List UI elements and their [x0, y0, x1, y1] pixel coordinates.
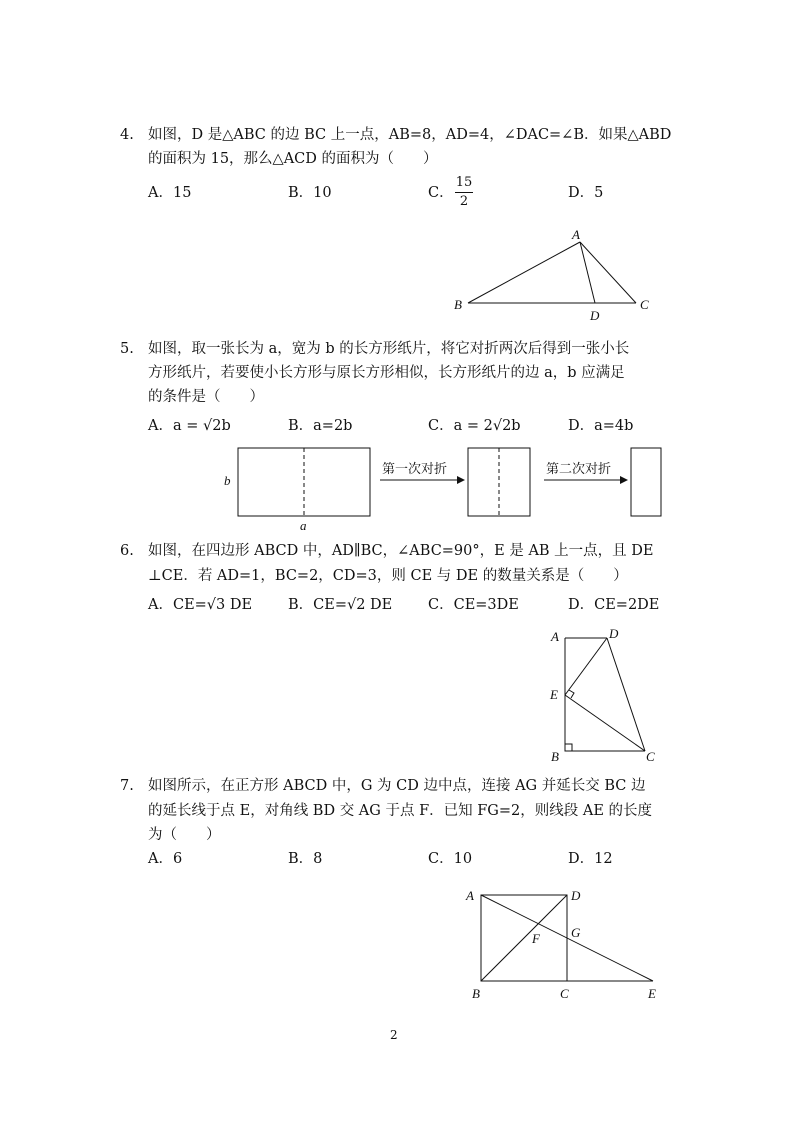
q5-label-b: b — [224, 473, 231, 488]
right-angle-icon — [569, 690, 574, 698]
q5-fold2-label: 第二次对折 — [546, 461, 612, 476]
q5-option-c: C．a = 2√2b — [428, 418, 521, 434]
q7-line2: 的延长线于点 E，对角线 BD 交 AG 于点 F．已知 FG=2，则线段 AE 的长度 — [148, 803, 653, 819]
q5-option-a: A．a = √2b — [148, 418, 231, 434]
q4-side-ac — [580, 242, 636, 303]
q5-number: 5. — [120, 341, 134, 357]
q6-side-cd — [607, 638, 645, 751]
q4-segment-ad — [580, 242, 595, 303]
q6-segment-ed — [565, 638, 607, 695]
q7-line3: 为（ ） — [148, 827, 221, 843]
q5-label-a: a — [300, 518, 307, 533]
q6-option-a: A．CE=√3 DE — [148, 597, 253, 613]
fraction-bar — [455, 192, 473, 193]
q4-option-b: B．10 — [288, 185, 332, 201]
q7-label-e: E — [648, 986, 656, 1001]
q7-label-f: F — [532, 931, 540, 946]
q7-label-g: G — [571, 925, 581, 940]
q6-label-e: E — [550, 687, 558, 702]
q7-label-a: A — [466, 888, 474, 903]
q5-small-rectangle — [631, 448, 661, 516]
q6-label-c: C — [646, 749, 655, 764]
q6-label-a: A — [551, 629, 559, 644]
q7-number: 7. — [120, 778, 134, 794]
q6-segment-ec — [565, 695, 645, 751]
q6-line2: ⊥CE．若 AD=1，BC=2，CD=3，则 CE 与 DE 的数量关系是（ ） — [148, 568, 628, 584]
q4-number: 4. — [120, 127, 134, 143]
arrow-head-icon — [620, 476, 628, 484]
q7-option-a: A．6 — [148, 851, 183, 867]
q7-diagonal-bd — [481, 895, 567, 981]
q4-line1: 如图，D 是△ABC 的边 BC 上一点，AB=8，AD=4，∠DAC=∠B．如果△ABD — [148, 127, 672, 143]
q4-line2: 的面积为 15，那么△ACD 的面积为（ ） — [148, 151, 438, 167]
q5-fold1-label: 第一次对折 — [382, 461, 448, 476]
q4-label-b: B — [454, 297, 462, 312]
q6-option-d: D．CE=2DE — [568, 597, 660, 613]
q4-label-c: C — [640, 297, 649, 312]
q6-option-b: B．CE=√2 DE — [288, 597, 393, 613]
q6-option-c: C．CE=3DE — [428, 597, 519, 613]
arrow-head-icon — [457, 476, 465, 484]
page-number: 2 — [390, 1028, 398, 1042]
q6-label-d: D — [609, 626, 619, 641]
q7-option-b: B．8 — [288, 851, 323, 867]
q4-label-a: A — [572, 227, 580, 242]
right-angle-icon — [565, 744, 572, 751]
q4-option-a: A．15 — [148, 185, 192, 201]
q6-line1: 如图，在四边形 ABCD 中，AD∥BC，∠ABC=90°，E 是 AB 上一点，且 DE — [148, 543, 654, 559]
q4-triangle-figure — [450, 225, 660, 325]
q6-trapezoid-figure — [545, 625, 665, 765]
q4-label-d: D — [590, 308, 600, 323]
q5-line1: 如图，取一张长为 a，宽为 b 的长方形纸片，将它对折两次后得到一张小长 — [148, 341, 630, 357]
q6-label-b: B — [551, 749, 559, 764]
q7-square-figure — [460, 880, 670, 1005]
q5-folding-figure — [220, 440, 670, 535]
q4-option-c-fraction — [455, 175, 473, 210]
q5-option-d: D．a=4b — [568, 418, 634, 434]
q7-option-c: C．10 — [428, 851, 473, 867]
q7-option-d: D．12 — [568, 851, 613, 867]
q7-label-c: C — [560, 986, 569, 1001]
q7-label-d: D — [571, 888, 581, 903]
q5-option-b: B．a=2b — [288, 418, 353, 434]
q4-side-ab — [468, 242, 580, 303]
q6-number: 6. — [120, 543, 134, 559]
q5-line3: 的条件是（ ） — [148, 389, 264, 405]
q4-option-c-prefix: C． — [428, 185, 454, 201]
q4-option-c-denominator: 2 — [459, 194, 469, 209]
q7-label-b: B — [472, 986, 480, 1001]
q4-option-d: D．5 — [568, 185, 604, 201]
q7-line1: 如图所示，在正方形 ABCD 中，G 为 CD 边中点，连接 AG 并延长交 BC 边 — [148, 778, 646, 794]
q4-option-c-numerator: 15 — [455, 175, 473, 190]
q5-line2: 方形纸片，若要使小长方形与原长方形相似，长方形纸片的边 a，b 应满足 — [148, 365, 625, 381]
